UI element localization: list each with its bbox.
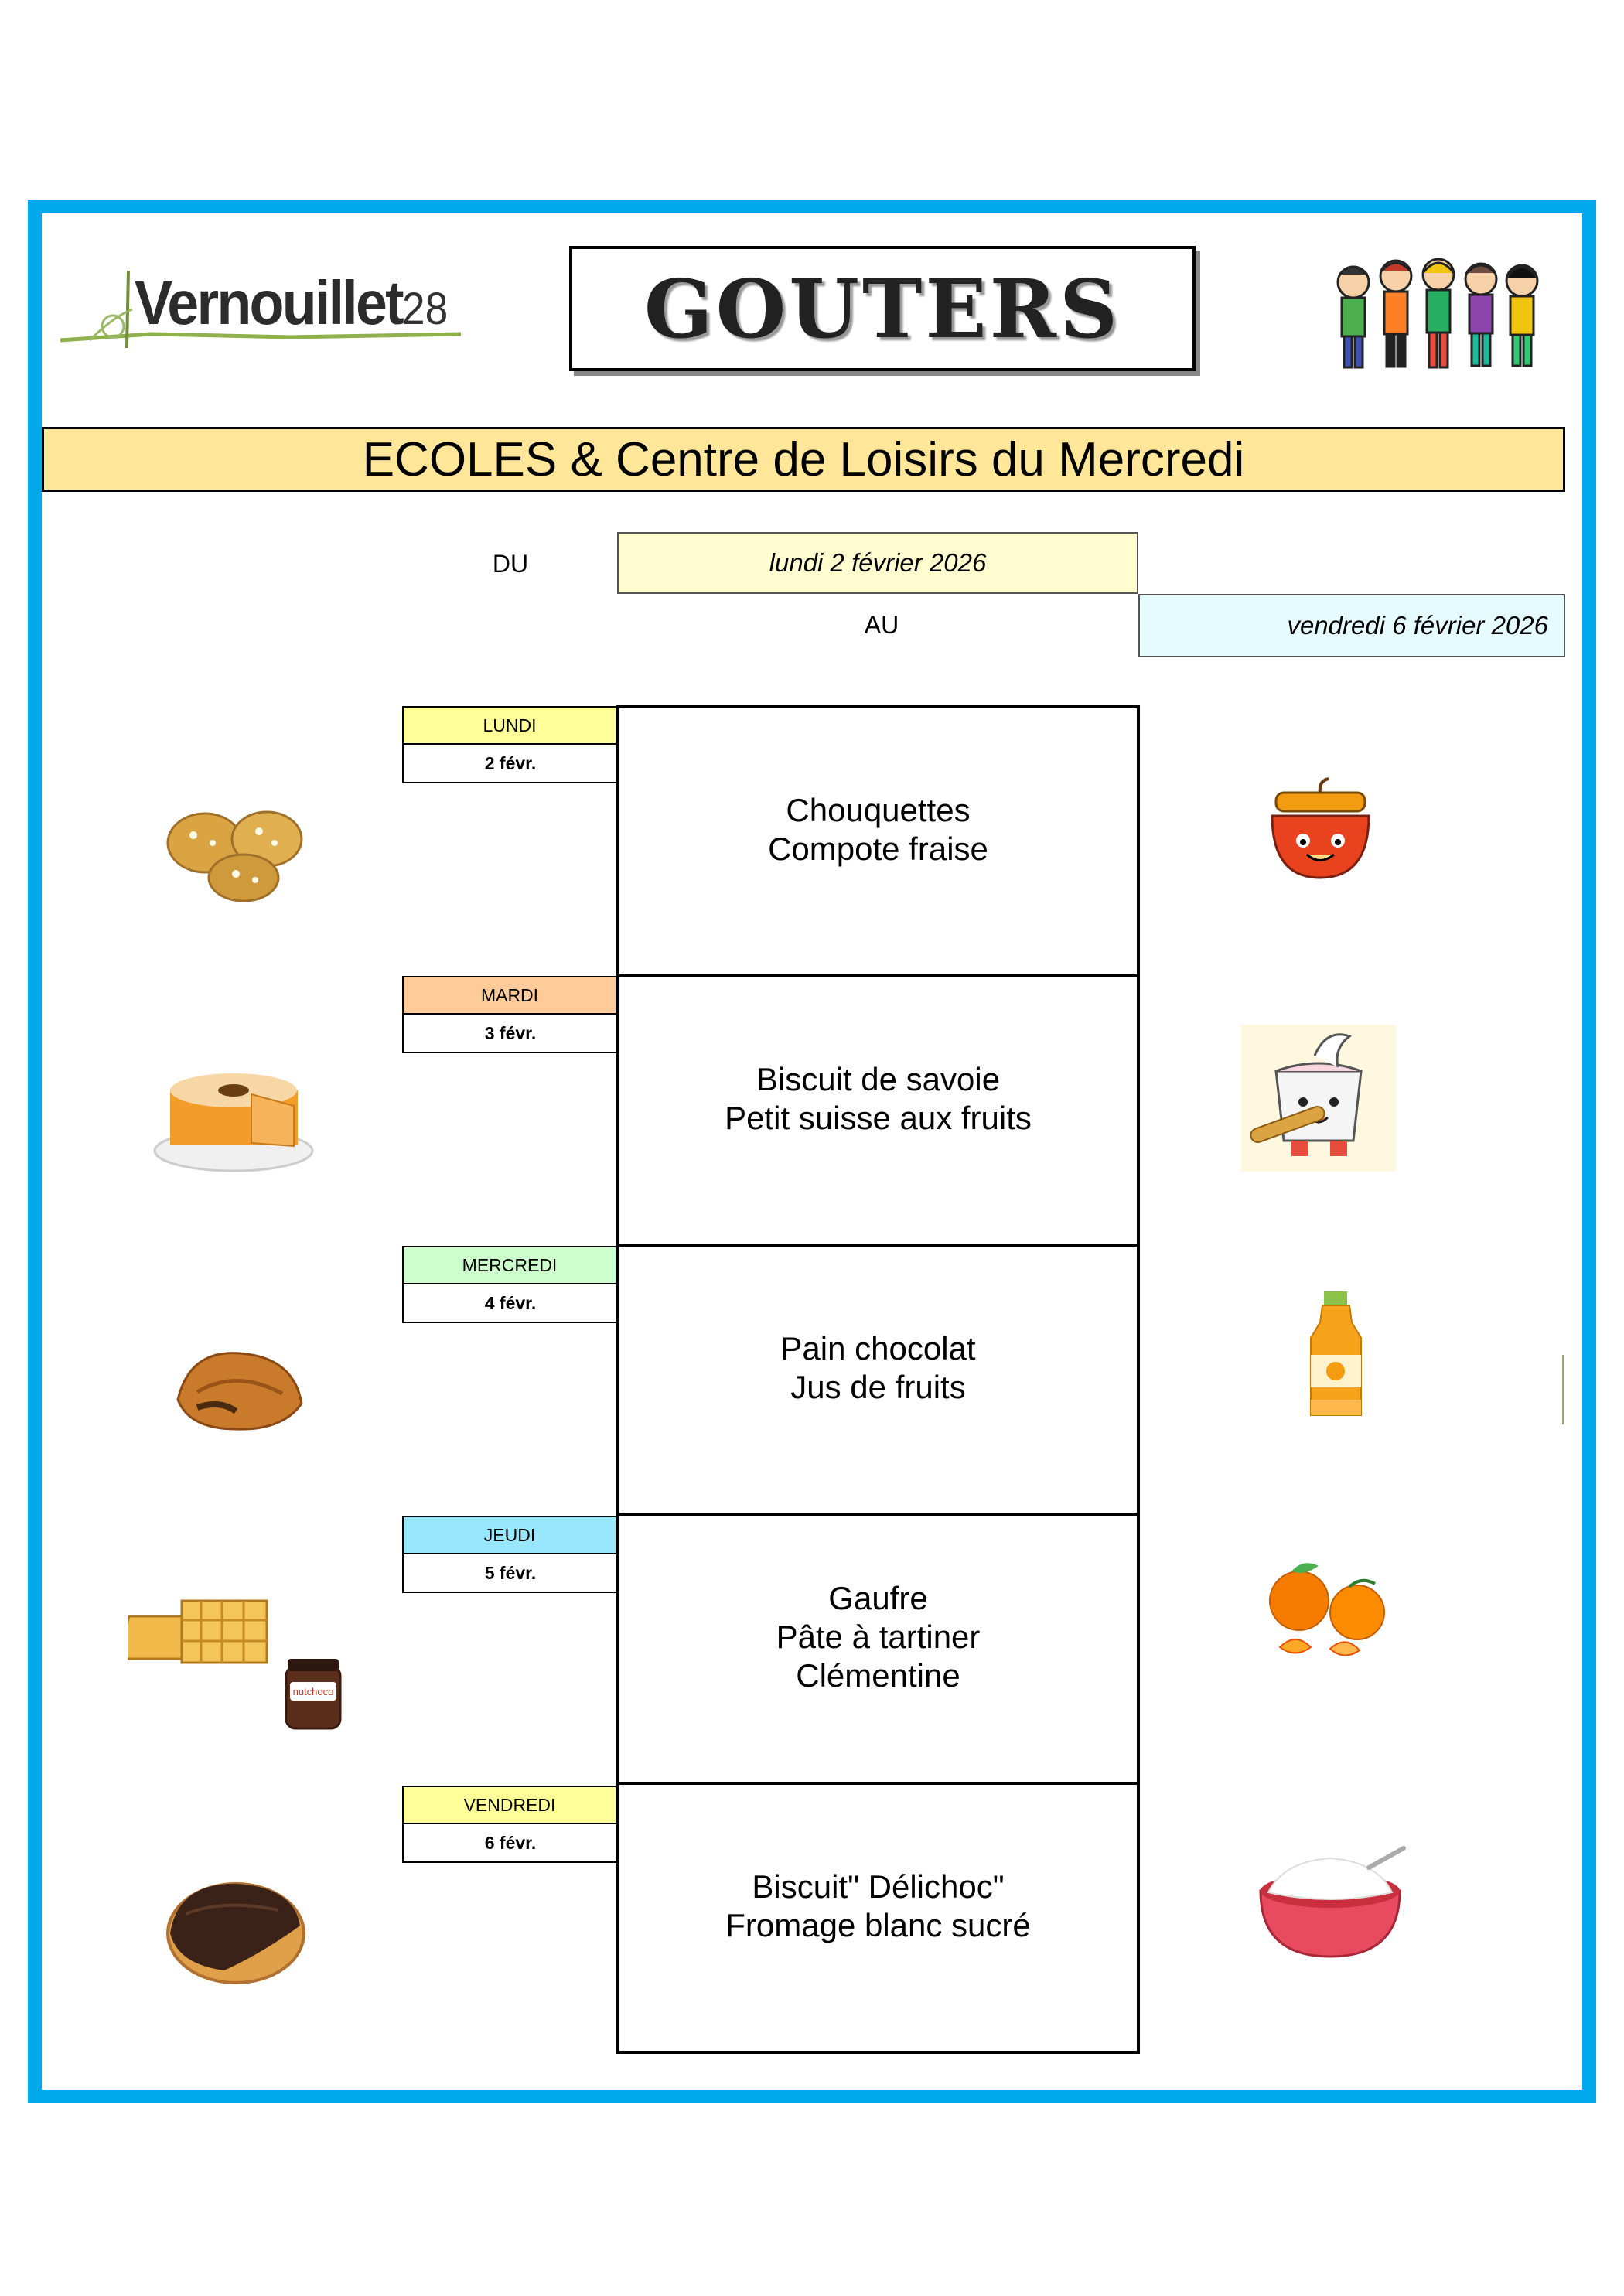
- day-name-monday: LUNDI: [402, 706, 617, 745]
- day-date-tuesday: 3 févr.: [402, 1015, 617, 1053]
- from-date: lundi 2 février 2026: [617, 532, 1138, 594]
- menu-cell-monday: [616, 705, 1140, 977]
- compote-jar-icon: [1261, 777, 1380, 882]
- day-date-wednesday: 4 févr.: [402, 1284, 617, 1323]
- day-date-thursday: 5 févr.: [402, 1554, 617, 1593]
- menu-line: Pâte à tartiner: [776, 1619, 981, 1655]
- menu-line: Fromage blanc sucré: [725, 1907, 1031, 1943]
- day-name-tuesday: MARDI: [402, 976, 617, 1015]
- menu-line: Biscuit" Délichoc": [752, 1868, 1005, 1905]
- menu-line: Compote fraise: [768, 831, 988, 867]
- to-date: vendredi 6 février 2026: [1138, 594, 1565, 657]
- sponge-cake-icon: [151, 1059, 317, 1175]
- clementine-icon: [1261, 1554, 1396, 1670]
- menu-line: Pain chocolat: [780, 1330, 976, 1366]
- waffle-spread-icon: [128, 1593, 360, 1732]
- day-name-friday: VENDREDI: [402, 1786, 617, 1824]
- spread-jar-label: nutchoco: [292, 1686, 334, 1697]
- logo-text: Vernouillet: [135, 268, 402, 337]
- schools-banner: ECOLES & Centre de Loisirs du Mercredi: [42, 427, 1565, 492]
- day-name-wednesday: MERCREDI: [402, 1246, 617, 1284]
- menu-cell-tuesday: [616, 974, 1140, 1247]
- menu-cell-thursday: [616, 1513, 1140, 1785]
- menu-line: Gaufre: [828, 1580, 928, 1616]
- menu-line: Jus de fruits: [790, 1369, 966, 1405]
- menu-line: Chouquettes: [786, 792, 971, 828]
- menu-cell-wednesday: [616, 1244, 1140, 1516]
- day-date-monday: 2 févr.: [402, 745, 617, 783]
- day-date-friday: 6 févr.: [402, 1824, 617, 1863]
- vernouillet-logo: [59, 263, 469, 363]
- page-title: GOUTERS: [643, 261, 1121, 357]
- chouquettes-icon: [159, 797, 325, 905]
- juice-bottle-icon: [1307, 1291, 1365, 1419]
- title-box: [569, 246, 1196, 371]
- to-label: AU: [864, 610, 899, 639]
- petit-suisse-icon: [1241, 1025, 1396, 1172]
- menu-line: Clémentine: [796, 1657, 960, 1694]
- decorative-line: [1562, 1355, 1564, 1424]
- day-name-thursday: JEUDI: [402, 1516, 617, 1554]
- logo-number: 28: [401, 284, 449, 334]
- menu-line: Petit suisse aux fruits: [725, 1100, 1032, 1136]
- from-label: DU: [492, 549, 529, 578]
- menu-cell-friday: [616, 1782, 1140, 2054]
- pain-chocolat-icon: [166, 1338, 309, 1438]
- fromage-blanc-icon: [1253, 1844, 1411, 1964]
- delichoc-biscuit-icon: [162, 1879, 309, 1987]
- children-illustration-icon: [1322, 251, 1554, 391]
- menu-line: Biscuit de savoie: [756, 1061, 1001, 1097]
